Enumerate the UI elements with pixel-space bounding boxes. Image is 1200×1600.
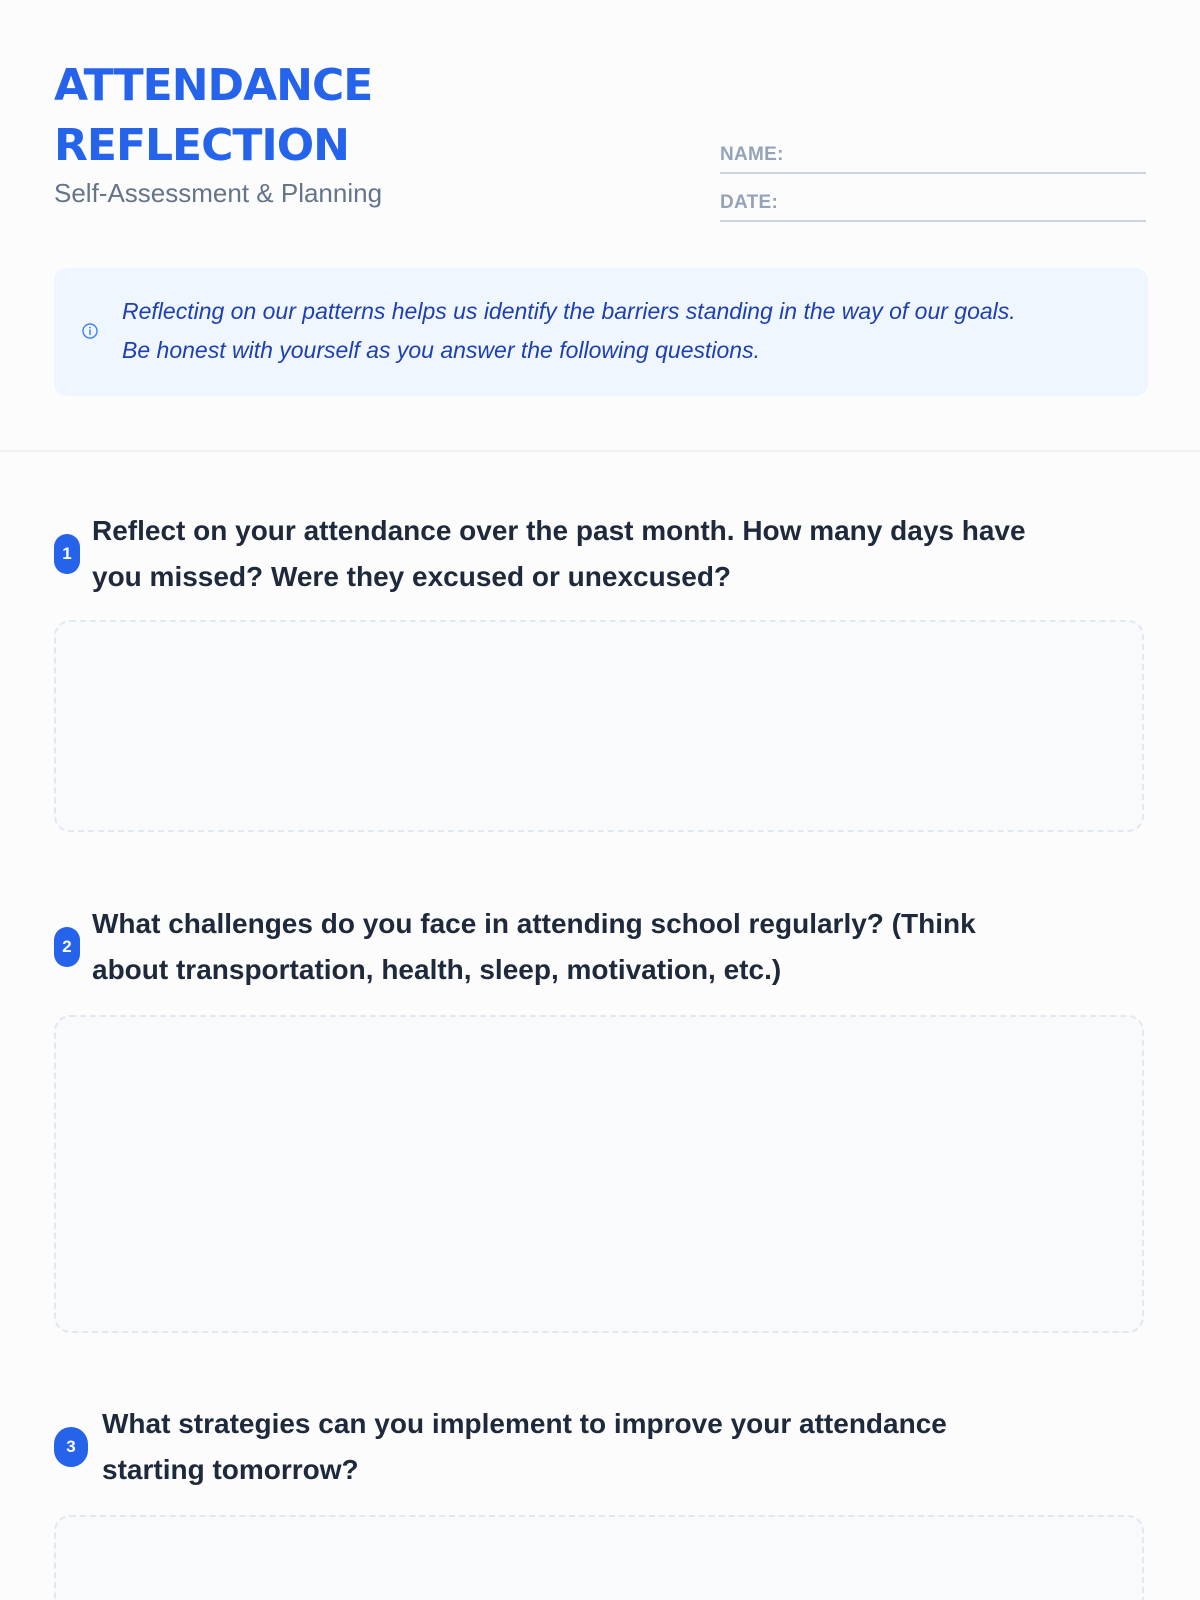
date-field[interactable] xyxy=(720,174,1146,222)
title-line-2: REFLECTION xyxy=(54,120,349,171)
question-text-line-2: you missed? Were they excused or unexcused? xyxy=(92,561,732,592)
question-text-line-2: about transportation, health, sleep, motivation, etc.) xyxy=(92,954,782,985)
instruction-callout xyxy=(54,268,1148,396)
question-text-line-1: What strategies can you implement to improve your attendance xyxy=(102,1408,947,1439)
question-number-badge: 1 xyxy=(54,534,80,574)
section-divider xyxy=(0,450,1200,452)
question-text xyxy=(92,901,976,993)
question-number-badge: 2 xyxy=(54,927,80,967)
question-text-line-2: starting tomorrow? xyxy=(102,1454,359,1485)
name-label: NAME: xyxy=(720,144,784,165)
callout-text xyxy=(122,292,1122,370)
question-number-badge: 3 xyxy=(54,1427,88,1467)
question-3 xyxy=(54,1401,1148,1600)
answer-box-3[interactable] xyxy=(54,1515,1144,1600)
question-2 xyxy=(54,901,1148,1337)
name-field[interactable] xyxy=(720,126,1146,174)
answer-box-1[interactable] xyxy=(54,620,1144,832)
worksheet-header xyxy=(54,56,1148,216)
callout-line-1: Reflecting on our patterns helps us identify the barriers standing in the way of our goals. xyxy=(122,298,1016,324)
page-title xyxy=(54,56,474,176)
question-text-line-1: What challenges do you face in attending school regularly? (Think xyxy=(92,908,976,939)
question-text xyxy=(92,508,1026,600)
title-line-1: ATTENDANCE xyxy=(54,60,373,111)
date-label: DATE: xyxy=(720,192,779,213)
student-info-fields xyxy=(720,126,1146,222)
info-icon xyxy=(82,323,98,339)
question-text xyxy=(102,1401,947,1493)
callout-line-2: Be honest with yourself as you answer the following questions. xyxy=(122,337,760,363)
question-1 xyxy=(54,508,1148,836)
question-text-line-1: Reflect on your attendance over the past month. How many days have xyxy=(92,515,1026,546)
answer-box-2[interactable] xyxy=(54,1015,1144,1333)
page-subtitle: Self-Assessment & Planning xyxy=(54,178,383,208)
